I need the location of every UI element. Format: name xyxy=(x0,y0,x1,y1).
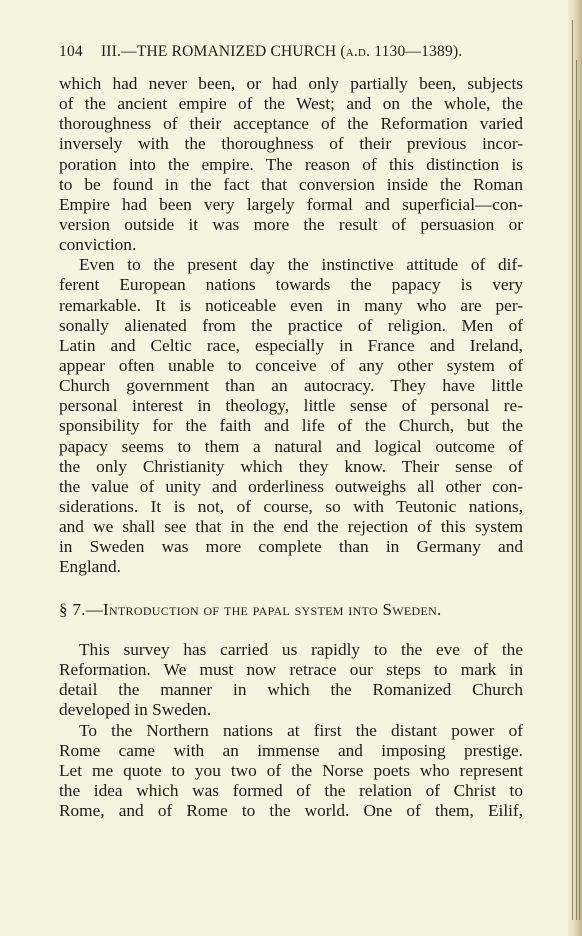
text-line: Let me quote to you two of the Norse poets who represent xyxy=(59,760,523,780)
text-line: remarkable. It is noticeable even in many who are per- xyxy=(59,295,523,315)
text-line: To the Northern nations at first the distant power of xyxy=(79,720,523,740)
text-line: ferent European nations towards the papacy is very xyxy=(59,275,523,295)
text-line: England. xyxy=(59,557,121,577)
text-line: to be found in the fact that conversion inside the Roman xyxy=(59,174,523,194)
text-line: of the ancient empire of the West; and on the whole, the xyxy=(59,94,523,114)
text-line: This survey has carried us rapidly to the eve of the xyxy=(79,640,523,659)
text-line: version outside it was more the result of persuasion or xyxy=(59,214,523,234)
text-line: Rome came with an immense and imposing prestige. xyxy=(59,740,523,760)
text-line: Empire had been very largely formal and superficial—con- xyxy=(59,194,523,214)
text-line: Reformation. We must now retrace our steps to mark in xyxy=(59,660,523,680)
text-line: detail the manner in which the Romanized Church xyxy=(59,680,523,700)
text-line: poration into the empire. The reason of this distinction is xyxy=(59,154,523,174)
text-line: Even to the present day the instinctive attitude of dif- xyxy=(79,255,523,275)
edge-line xyxy=(579,120,580,920)
text-line: the value of unity and orderliness outweighs all other con- xyxy=(59,476,523,496)
edge-line xyxy=(572,20,573,920)
text-line: Church government than an autocracy. They have little xyxy=(59,376,523,396)
text-line: thoroughness of their acceptance of the Reformation varied xyxy=(59,114,523,134)
text-line: developed in Sweden. xyxy=(59,700,212,720)
text-line: and we shall see that in the end the rejection of this system xyxy=(59,517,523,537)
section-heading: § 7.—Introduction of the papal system into Sweden. xyxy=(59,600,442,619)
text-line: conviction. xyxy=(59,235,137,255)
date-range: (a.d. 1130—1389). xyxy=(340,43,463,60)
body-paragraphs-2 xyxy=(59,640,523,821)
text-line: sonally alienated from the practice of religion. Men of xyxy=(59,315,523,335)
text-line: siderations. It is not, of course, so with Teutonic nations, xyxy=(59,496,523,516)
text-line: Latin and Celtic race, especially in France and Ireland, xyxy=(59,335,523,355)
text-line: Rome, and of Rome to the world. One of them, Eilif, xyxy=(59,801,523,821)
page-number: 104 xyxy=(59,43,83,60)
text-line: personal interest in theology, little sense of personal re- xyxy=(59,396,523,416)
text-line: papacy seems to them a natural and logical outcome of xyxy=(59,436,523,456)
text-line: appear often unable to conceive of any other system of xyxy=(59,355,523,375)
text-line: sponsibility for the faith and life of the Church, but the xyxy=(59,416,523,436)
running-title: III.—THE ROMANIZED CHURCH xyxy=(100,43,337,60)
page-edge xyxy=(568,0,582,936)
text-line: inversely with the thoroughness of their previous incor- xyxy=(59,134,523,154)
running-header xyxy=(59,43,529,61)
edge-line xyxy=(576,60,577,920)
text-line: the only Christianity which they know. Their sense of xyxy=(59,456,523,476)
text-line: in Sweden was more complete than in Germany and xyxy=(59,537,523,557)
text-line: the idea which was formed of the relation of Christ to xyxy=(59,780,523,800)
text-line: which had never been, or had only partially been, subjects xyxy=(59,74,523,93)
body-paragraphs xyxy=(59,74,523,578)
